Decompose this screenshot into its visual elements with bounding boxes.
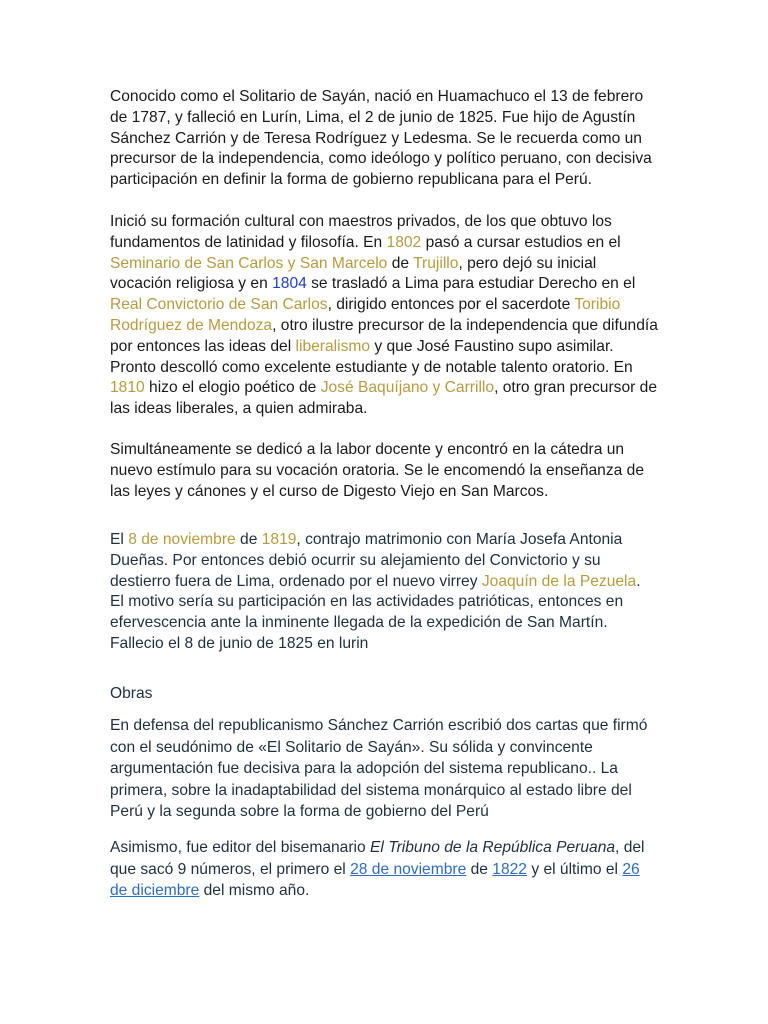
text-segment: . El motivo sería su participación en las actividades patrióticas, entonces en efervescencia ante la inminente llegada de la expedición de San Martín. Fallecio el 8 de junio de 1825 en lurin — [110, 572, 641, 652]
text-segment: pasó a cursar estudios en el — [421, 233, 621, 251]
works-heading: Obras — [110, 685, 153, 702]
link-liberalismo[interactable]: liberalismo — [295, 337, 371, 355]
text-segment: , dirigido entonces por el sacerdote — [327, 296, 575, 314]
link-toribio-rodriguez[interactable]: Toribio Rodríguez de Mendoza — [110, 296, 621, 334]
text-segment: , contrajo matrimonio con María Josefa Antonia Dueñas. Por entonces debió ocurrir su alejamiento del Convictorio y su destierro fuera de Lima, ordenado por el nuevo virrey — [110, 531, 623, 590]
text-segment: y que José Faustino supo asimilar. Pronto descolló como excelente estudiante y de notable talento oratorio. En — [110, 337, 633, 376]
link-year-1810[interactable]: 1810 — [110, 379, 145, 397]
link-year-1822[interactable]: 1822 — [492, 860, 527, 878]
link-real-convictorio[interactable]: Real Convictorio de San Carlos — [110, 296, 328, 314]
bio-paragraph-2 — [110, 212, 658, 420]
text-segment: Asimismo, fue editor del bisemanario — [110, 839, 371, 856]
marriage-paragraph — [110, 530, 658, 655]
works-paragraph-1: En defensa del republicanismo Sánchez Carrión escribió dos cartas que firmó con el seudónimo de «El Solitario de Sayán». Su sólida y convincente argumentación fue decisiva para la adopción del sistema republicano.. La primera, sobre la inadaptabilidad del sistema monárquico al estado libre del Perú y la segunda sobre la forma de gobierno del Perú — [110, 717, 648, 821]
publication-title: El Tribuno de la República Peruana — [370, 839, 616, 856]
text-segment: Inició su formación cultural con maestros privados, de los que obtuvo los fundamentos de latinidad y filosofía. En — [110, 213, 612, 251]
text-segment: del mismo año. — [199, 882, 310, 900]
link-year-1802[interactable]: 1802 — [386, 233, 422, 251]
link-seminario-san-carlos[interactable]: Seminario de San Carlos y San Marcelo — [110, 254, 388, 272]
text-segment: y el último el — [526, 860, 623, 878]
link-28-de-noviembre[interactable]: 28 de noviembre — [350, 860, 467, 878]
link-8-de-noviembre[interactable]: 8 de noviembre — [128, 531, 236, 548]
text-segment: de — [466, 860, 493, 878]
text-segment: de — [235, 531, 262, 548]
text-segment: , pero dejó su inicial vocación religiosa y en — [110, 254, 597, 293]
bio-paragraph-3: Simultáneamente se dedicó a la labor docente y encontró en la cátedra un nuevo estímulo para su vocación oratoria. Se le encomendó la enseñanza de las leyes y cánones y el curso de Digesto Viejo en San Marcos. — [110, 441, 644, 500]
link-year-1804[interactable]: 1804 — [272, 275, 307, 293]
link-26-de-diciembre[interactable]: 26 de diciembre — [110, 860, 640, 900]
link-jose-baquijano[interactable]: José Baquíjano y Carrillo — [320, 379, 495, 397]
link-joaquin-de-la-pezuela[interactable]: Joaquín de la Pezuela — [481, 572, 637, 590]
text-segment: hizo el elogio poético de — [144, 379, 321, 397]
text-segment: , otro ilustre precursor de la independencia que difundía por entonces las ideas del — [110, 316, 658, 355]
text-segment: El — [110, 531, 129, 548]
text-segment: se trasladó a Lima para estudiar Derecho en el — [306, 275, 636, 293]
text-segment: , del que sacó 9 números, el primero el — [110, 839, 645, 878]
link-year-1819[interactable]: 1819 — [261, 531, 297, 548]
bio-paragraph-1: Conocido como el Solitario de Sayán, nació en Huamachuco el 13 de febrero de 1787, y falleció en Lurín, Lima, el 2 de junio de 1825. Fue hijo de Agustín Sánchez Carrión y de Teresa Rodríguez y Ledesma. Se le recuerda como un precursor de la independencia, como ideólogo y político peruano, con decisiva participación en definir la forma de gobierno republicana para el Perú. — [110, 88, 652, 189]
link-trujillo[interactable]: Trujillo — [413, 254, 459, 272]
text-segment: de — [387, 254, 414, 272]
text-segment: , otro gran precursor de las ideas liberales, a quien admiraba. — [110, 379, 658, 418]
works-paragraph-2 — [110, 837, 658, 902]
